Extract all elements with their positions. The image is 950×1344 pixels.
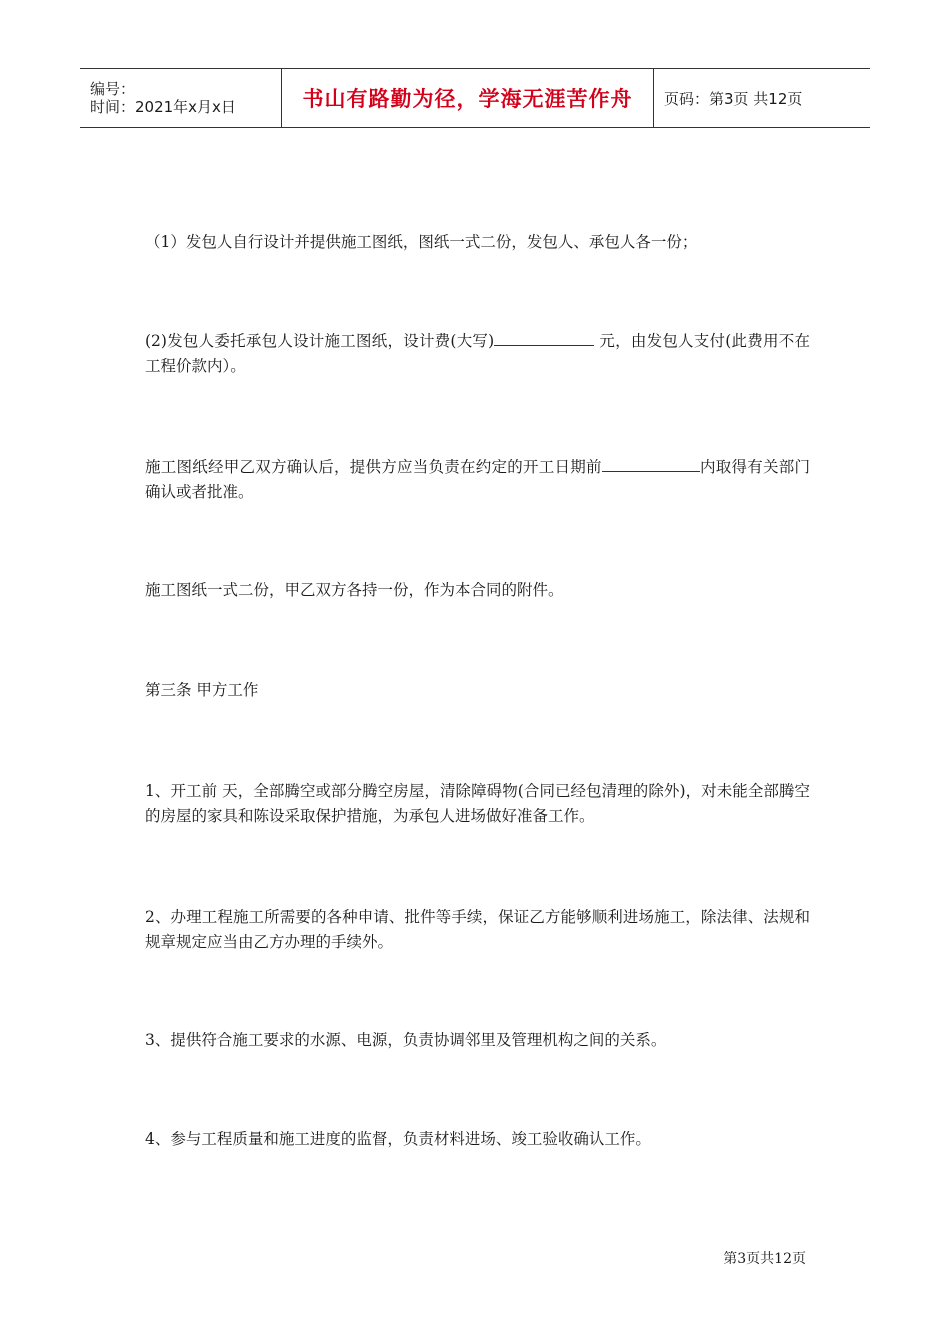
paragraph-item-2: 2、办理工程施工所需要的各种申请、批件等手续，保证乙方能够顺利进场施工，除法律、法规和规章规定应当由乙方办理的手续外。: [145, 908, 810, 951]
paragraph-design-option-2: [145, 329, 810, 379]
paragraph-2-text-end: 元，由发包人支付(此费用不在工程价款内）。: [145, 332, 810, 375]
page-info-text: 页码：第3页 共12页: [664, 89, 803, 108]
paragraph-item-4: 4、参与工程质量和施工进度的监督，负责材料进场、竣工验收确认工作。: [145, 1130, 651, 1148]
paragraph-drawing-confirmation: [145, 455, 810, 505]
page-header: [80, 68, 870, 128]
page-footer: [723, 1248, 806, 1268]
document-date: 时间：2021年x月x日: [90, 98, 236, 116]
deadline-blank: [602, 456, 700, 472]
paragraph-item-1: 1、开工前 天，全部腾空或部分腾空房屋，清除障碍物(合同已经包清理的除外)，对未能全部腾空的房屋的家具和陈设采取保护措施，为承包人进场做好准备工作。: [145, 782, 810, 825]
paragraph-design-option-1: （1）发包人自行设计并提供施工图纸，图纸一式二份，发包人、承包人各一份；: [145, 233, 698, 251]
header-motto: [282, 69, 654, 127]
header-page-info: [654, 69, 870, 127]
design-fee-blank: [494, 330, 594, 346]
document-number-label: 编号：: [90, 80, 136, 98]
paragraph-2-text-start: (2)发包人委托承包人设计施工图纸，设计费(大写): [145, 332, 495, 350]
paragraph-drawing-copies: 施工图纸一式二份，甲乙双方各持一份，作为本合同的附件。: [145, 581, 564, 599]
paragraph-3-text-start: 施工图纸经甲乙双方确认后，提供方应当负责在约定的开工日期前: [145, 458, 602, 476]
header-meta: [80, 69, 282, 127]
paragraph-item-3: 3、提供符合施工要求的水源、电源，负责协调邻里及管理机构之间的关系。: [145, 1031, 667, 1049]
motto-text: 书山有路勤为径，学海无涯苦作舟: [302, 87, 633, 111]
section-heading-party-a-work: 第三条 甲方工作: [145, 681, 259, 699]
paragraph-3-text-end: 内取得有关部门确认或者批准。: [145, 458, 810, 501]
footer-page-number: 第3页共12页: [723, 1251, 806, 1267]
